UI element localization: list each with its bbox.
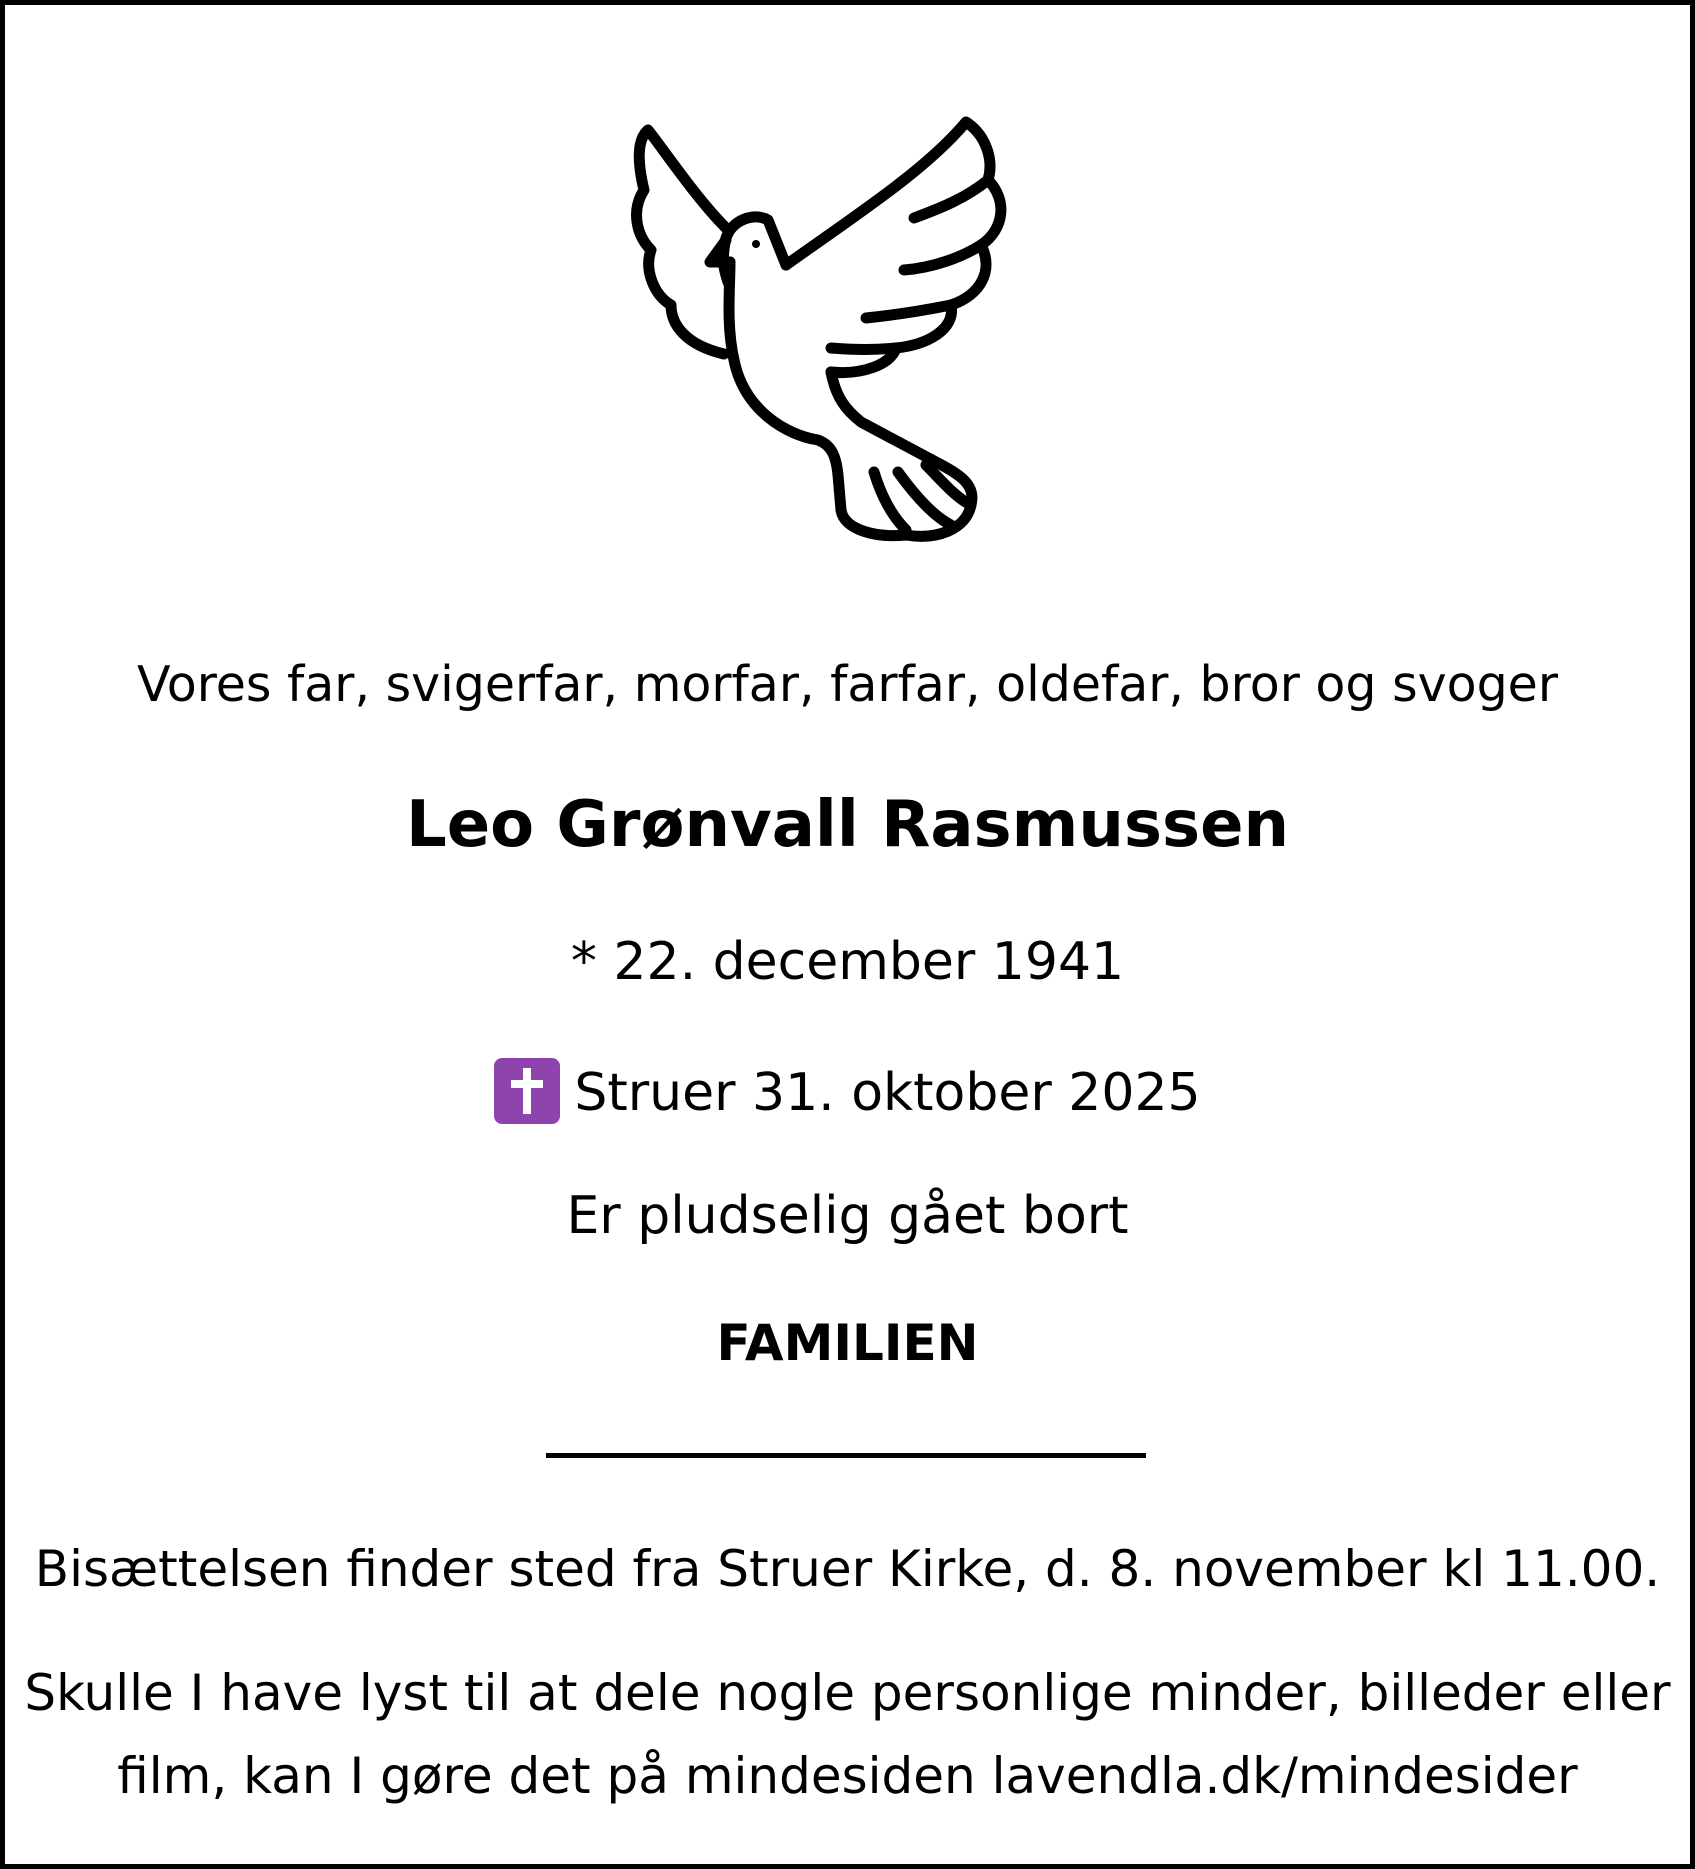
intro-text: Vores far, svigerfar, morfar, farfar, oldefar, bror og svoger (137, 656, 1558, 713)
ceremony-text: Bisættelsen finder sted fra Struer Kirke, d. 8. november kl 11.00. (34, 1540, 1661, 1598)
memory-text-line-1: Skulle I have lyst til at dele nogle personlige minder, billeder eller (24, 1664, 1671, 1722)
deceased-name: Leo Grønvall Rasmussen (405, 788, 1290, 862)
memory-text-line-2: film, kan I gøre det på mindesiden lavendla.dk/mindesider (117, 1747, 1578, 1805)
divider (546, 1453, 1146, 1458)
birth-date: * 22. december 1941 (570, 932, 1125, 992)
latin-cross-icon (494, 1058, 560, 1124)
death-line (0, 1058, 1695, 1124)
passed-away-text: Er pludselig gået bort (566, 1186, 1129, 1246)
death-text: Struer 31. oktober 2025 (574, 1063, 1201, 1123)
signature: FAMILIEN (716, 1314, 979, 1372)
dove-icon (626, 110, 1066, 550)
